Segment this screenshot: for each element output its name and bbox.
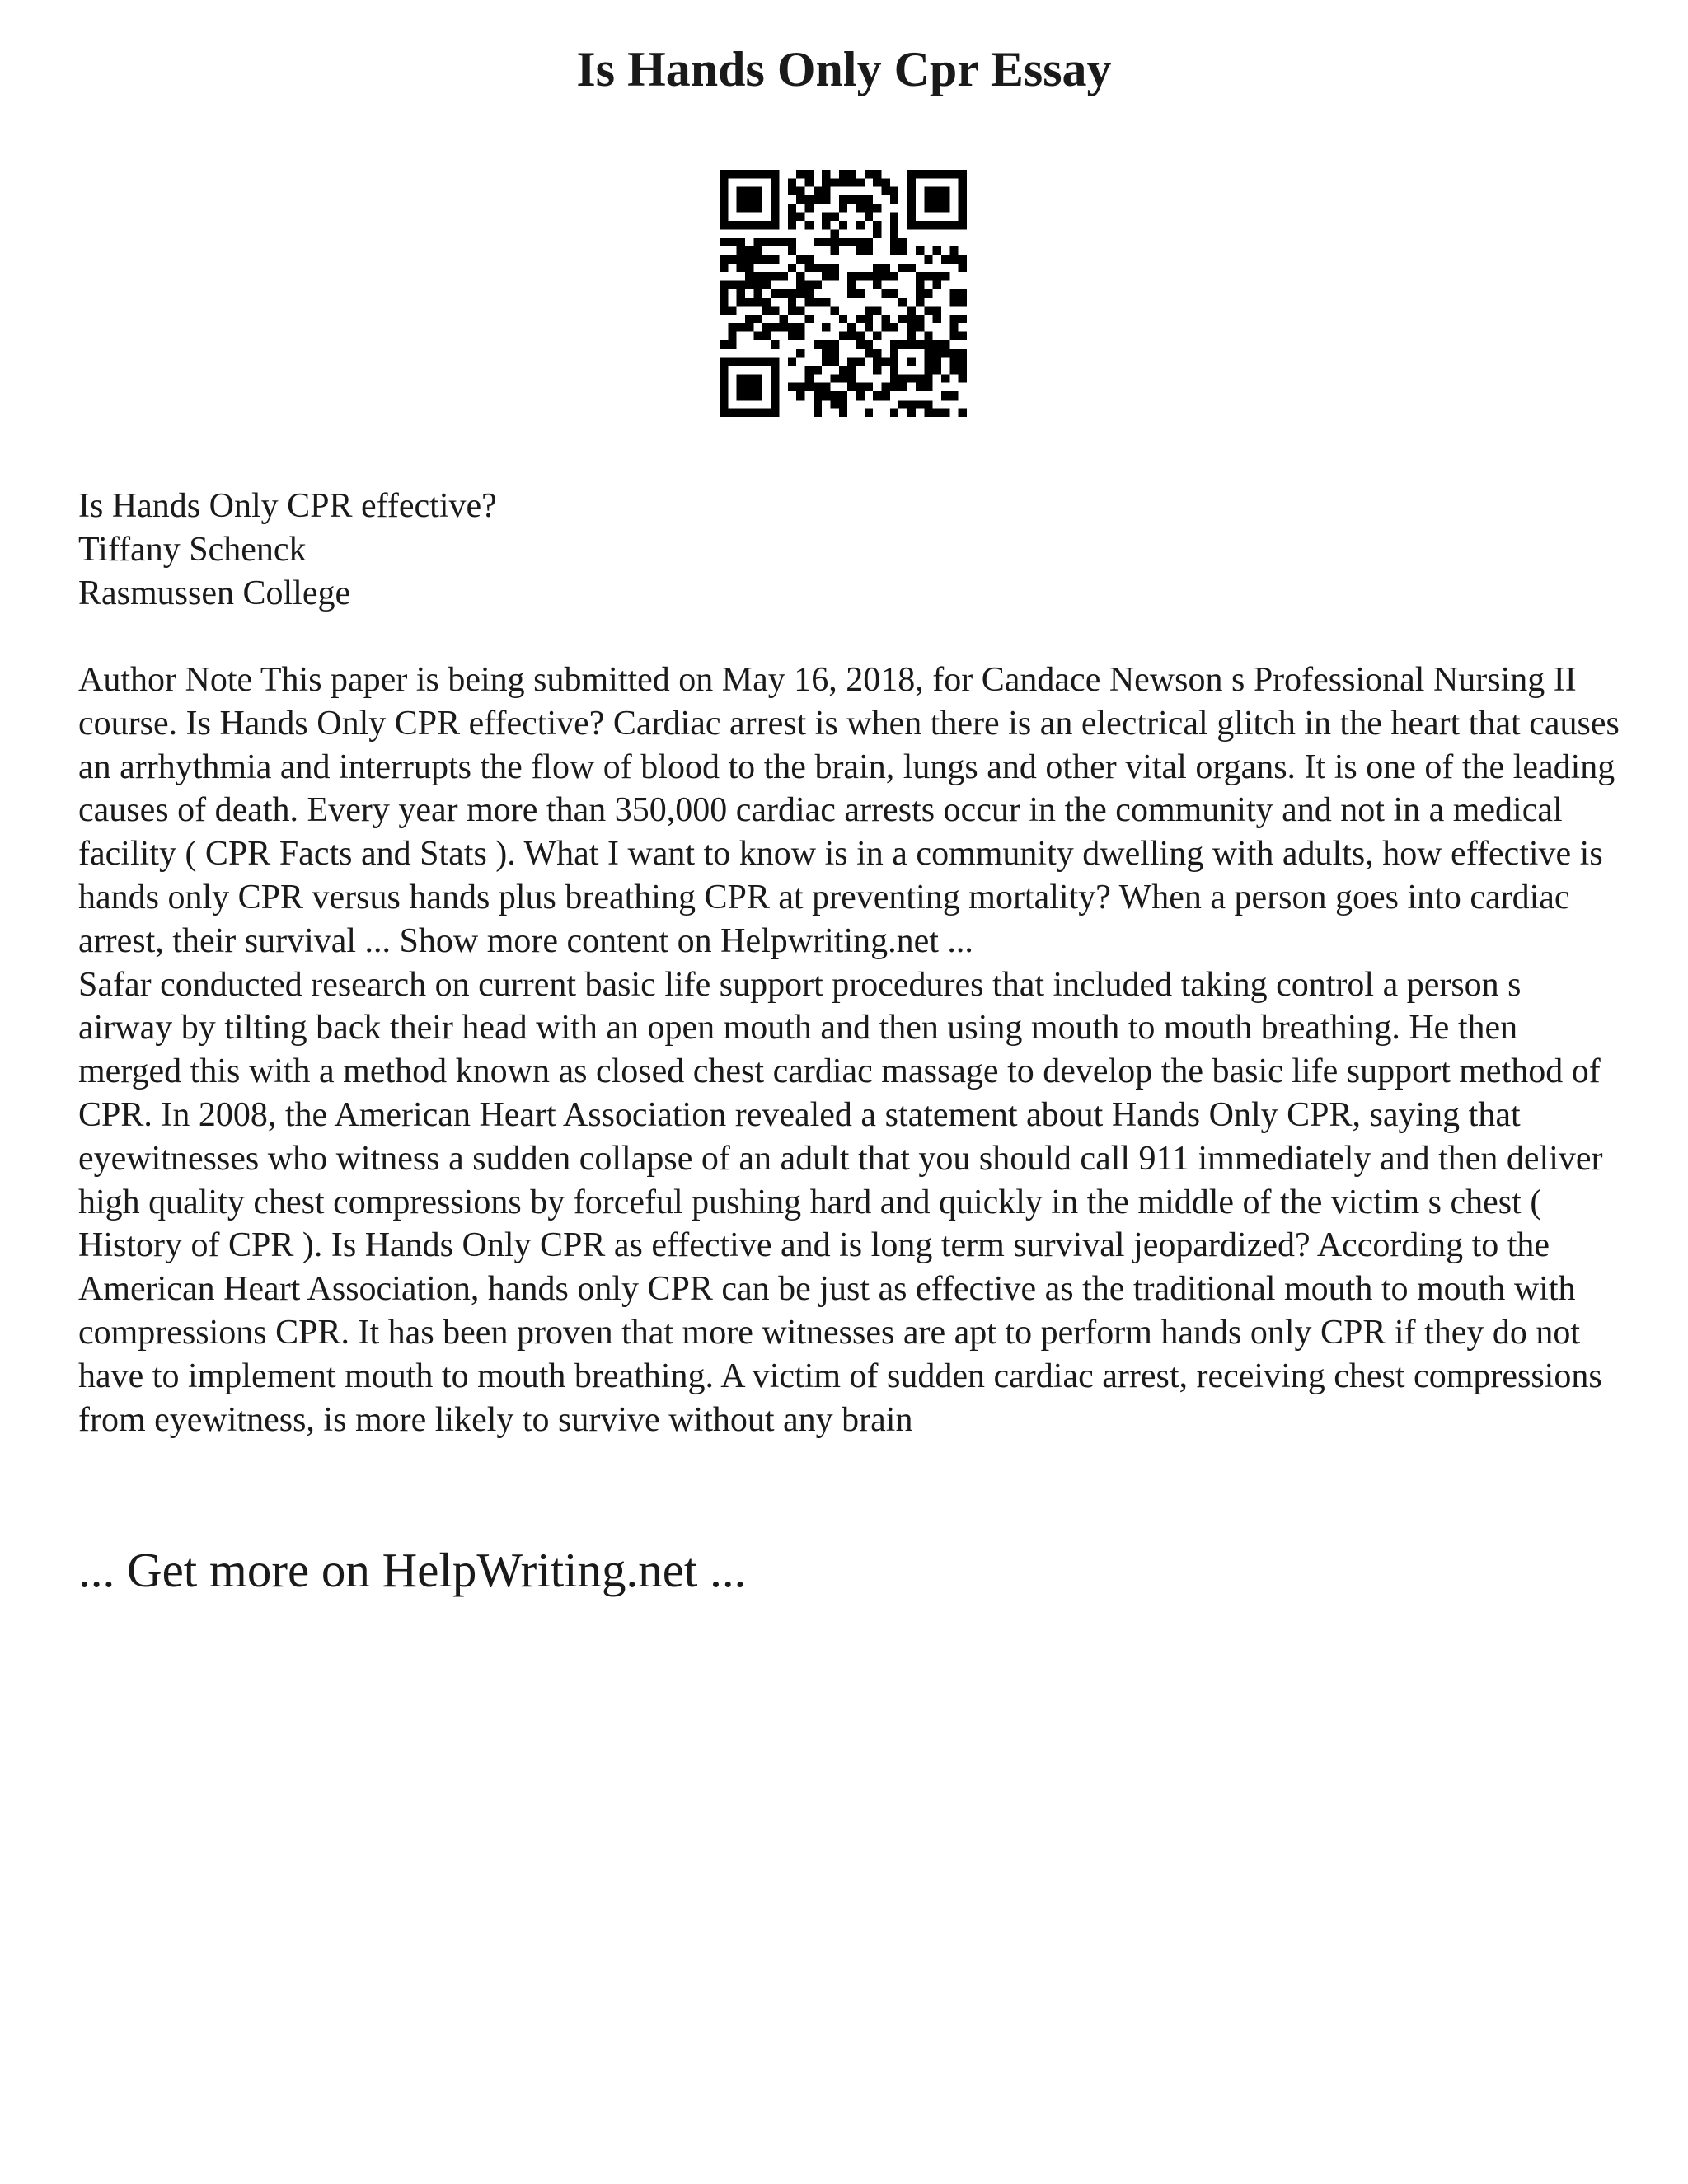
essay-header-block bbox=[78, 485, 497, 616]
institution-name: Rasmussen College bbox=[78, 574, 351, 612]
author-name: Tiffany Schenck bbox=[78, 531, 307, 569]
essay-body bbox=[78, 658, 1620, 1441]
get-more-link[interactable]: ... Get more on HelpWriting.net ... bbox=[78, 1543, 747, 1597]
essay-question: Is Hands Only CPR effective? bbox=[78, 487, 497, 525]
qr-code-icon bbox=[720, 170, 967, 417]
essay-paragraph: Author Note This paper is being submitted on May 16, 2018, for Candace Newson s Professional Nursing II course. Is Hands Only CPR effective? Cardiac arrest is when there is an electrical glitch in the heart that causes an arrhythmia and interrupts the flow of blood to the brain, lungs and other vital organs. It is one of the leading causes of death. Every year more than 350,000 cardiac arrests occur in the community and not in a medical facility ( CPR Facts and Stats ). What I want to know is in a community dwelling with adults, how effective is hands only CPR versus hands plus breathing CPR at preventing mortality? When a person goes into cardiac arrest, their survival ... Show more content on Helpwriting.net ... bbox=[78, 661, 1620, 960]
document-title: Is Hands Only Cpr Essay bbox=[576, 42, 1112, 96]
essay-paragraph: Safar conducted research on current basic life support procedures that included taking control a person s airway by tilting back their head with an open mouth and then using mouth to mouth breathing. He then merged this with a method known as closed chest cardiac massage to develop the basic life support method of CPR. In 2008, the American Heart Association revealed a statement about Hands Only CPR, saying that eyewitnesses who witness a sudden collapse of an adult that you should call 911 immediately and then deliver high quality chest compressions by forceful pushing hard and quickly in the middle of the victim s chest ( History of CPR ). Is Hands Only CPR as effective and is long term survival jeopardized? According to the American Heart Association, hands only CPR can be just as effective as the traditional mouth to mouth with compressions CPR. It has been proven that more witnesses are apt to perform hands only CPR if they do not have to implement mouth to mouth breathing. A victim of sudden cardiac arrest, receiving chest compressions from eyewitness, is more likely to survive without any brain bbox=[78, 965, 1603, 1439]
